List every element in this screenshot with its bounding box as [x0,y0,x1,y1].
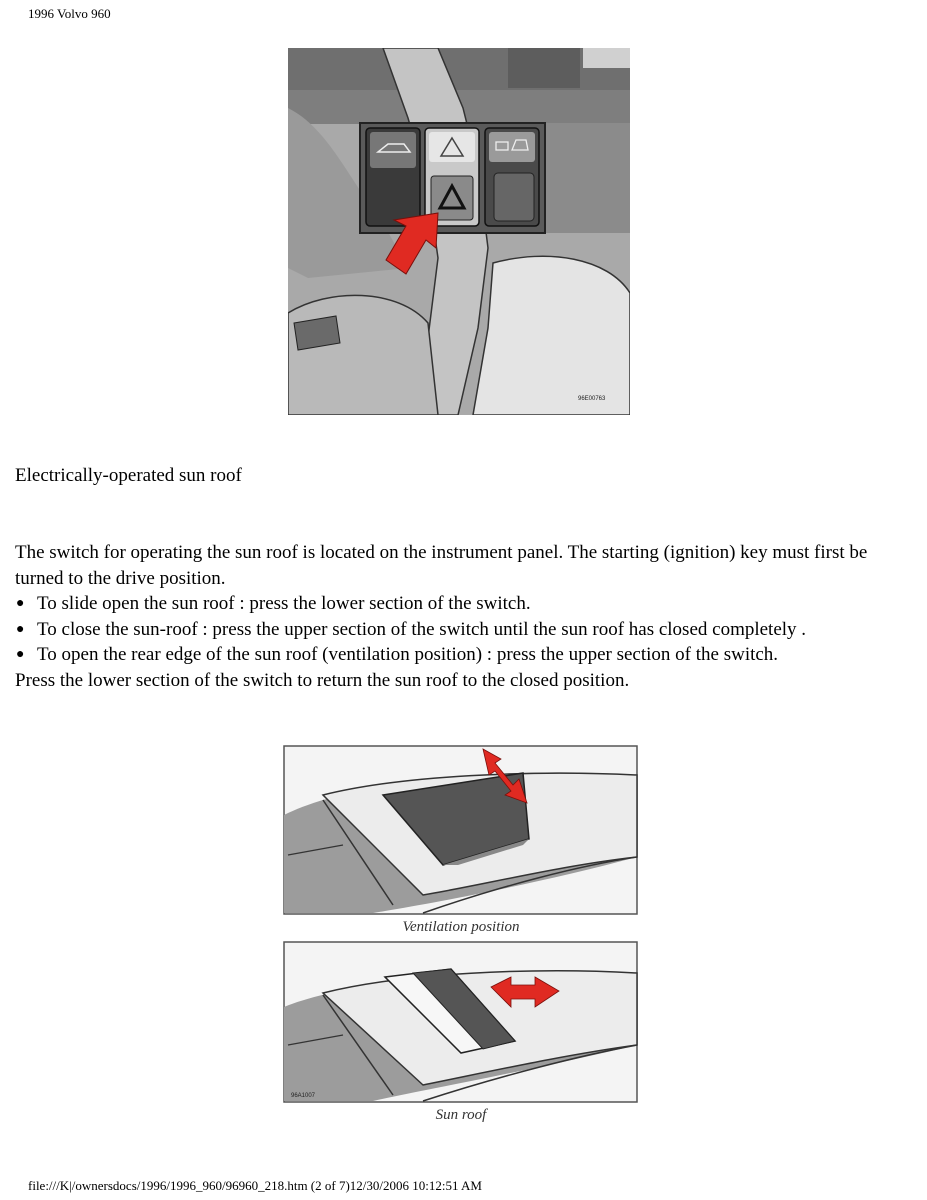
section-heading: Electrically-operated sun roof [15,465,242,486]
list-item [15,617,915,643]
section-body [15,540,915,693]
list-item-text: To slide open the sun roof : press the lower section of the switch. [37,593,531,614]
closing-paragraph: Press the lower section of the switch to return the sun roof to the closed position. [15,669,630,691]
bullet-icon: ● [16,596,25,611]
list-item-text: To close the sun-roof : press the upper section of the switch until the sun roof has closed completely . [37,618,807,640]
bullet-icon: ● [16,621,25,637]
page-header: 1996 Volvo 960 [28,6,111,21]
intro-paragraph: The switch for operating the sun roof is located on the instrument panel. The starting (ignition) key must first be turned to the drive position. [15,542,868,589]
bullet-icon: ● [16,647,25,662]
caption-ventilation: Ventilation position [402,919,520,935]
list-item [15,591,915,617]
rear-defrost-icon [485,128,539,226]
figure2-code: 96A1007 [291,1093,316,1099]
list-item-text: To open the rear edge of the sun roof (ventilation position) : press the upper section of the switch. [37,644,779,665]
hazard-triangle-icon [425,128,479,226]
figure1-code: 96E00763 [578,396,606,402]
caption-sunroof: Sun roof [435,1107,487,1123]
sunroof-positions-illustration [283,745,639,1130]
dashboard-switch-illustration [288,48,630,415]
sunroof-switch-icon [366,128,420,226]
page-footer: file:///K|/ownersdocs/1996/1996_960/96960_218.htm (2 of 7)12/30/2006 10:12:51 AM [28,1178,482,1193]
instruction-list [15,591,915,668]
list-item [15,642,915,668]
